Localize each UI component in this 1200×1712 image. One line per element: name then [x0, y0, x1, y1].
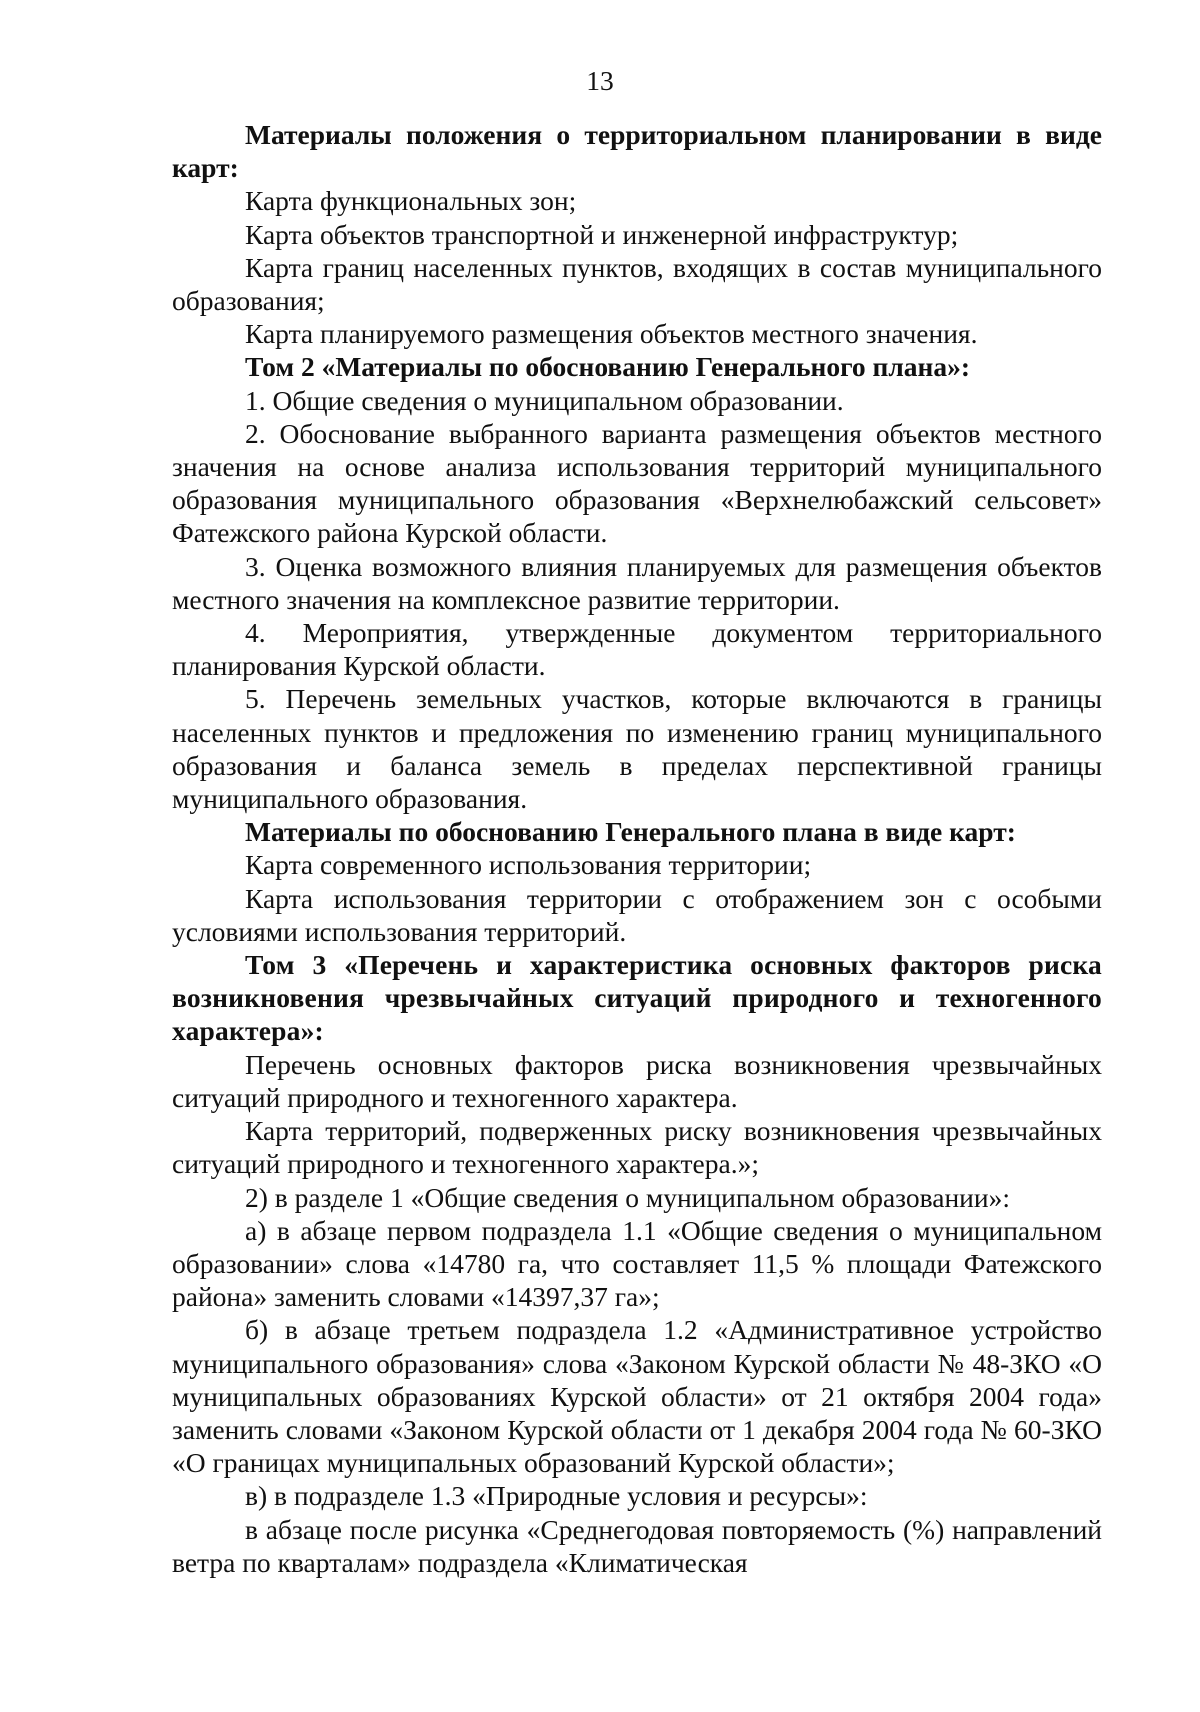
list-item-5: 5. Перечень земельных участков, которые включаются в границы населенных пунктов и предложения по изменению границ муниципального образования и баланса земель в пределах перспективной границы муниципального образования.: [172, 683, 1102, 815]
heading-justification-maps: Материалы по обоснованию Генерального плана в виде карт:: [245, 816, 1016, 848]
amendment-v-detail: в абзаце после рисунка «Среднегодовая повторяемость (%) направлений ветра по кварталам» подраздела «Климатическая: [172, 1513, 1102, 1578]
amendment-v: в) в подразделе 1.3 «Природные условия и ресурсы»:: [245, 1480, 868, 1512]
amendment-section-1: 2) в разделе 1 «Общие сведения о муниципальном образовании»:: [245, 1181, 1011, 1213]
heading-maps-positions: Материалы положения о территориальном планировании в виде карт:: [172, 119, 1102, 184]
list-item-map-functional-zones: Карта функциональных зон;: [245, 185, 577, 217]
list-item-3: 3. Оценка возможного влияния планируемых для размещения объектов местного значения на комплексное развитие территории.: [172, 550, 1102, 615]
amendment-b: б) в абзаце третьем подраздела 1.2 «Административное устройство муниципального образования» слова «Законом Курской области № 48-ЗКО «О муниципальных образованиях Курской области» от 21 октября 2004 года» заменить словами «Законом Курской области от 1 декабря 2004 года № 60-ЗКО «О границах муниципальных образований Курской области»;: [172, 1314, 1102, 1479]
list-item-4: 4. Мероприятия, утвержденные документом территориального планирования Курской области.: [172, 617, 1102, 682]
list-item-map-infrastructure: Карта объектов транспортной и инженерной инфраструктур;: [245, 218, 959, 250]
amendment-a: а) в абзаце первом подраздела 1.1 «Общие сведения о муниципальном образовании» слова «14780 га, что составляет 11,5 % площади Фатежского района» заменить словами «14397,37 га»;: [172, 1214, 1102, 1313]
heading-volume-2: Том 2 «Материалы по обоснованию Генерального плана»:: [245, 351, 971, 383]
list-item-map-settlement-borders: Карта границ населенных пунктов, входящих в состав муниципального образования;: [172, 251, 1102, 317]
list-item-map-planned-objects: Карта планируемого размещения объектов местного значения.: [245, 318, 978, 350]
list-item-map-current-use: Карта современного использования территории;: [245, 849, 812, 881]
list-item-2: 2. Обоснование выбранного варианта размещения объектов местного значения на основе анализа использования территорий муниципального образования муниципального образования «Верхнелюбажский сельсовет» Фатежского района Курской области.: [172, 417, 1102, 549]
page-number: 13: [586, 65, 614, 96]
list-item-map-risk-territories: Карта территорий, подверженных риску возникновения чрезвычайных ситуаций природного и техногенного характера.»;: [172, 1115, 1102, 1180]
list-item-map-special-zones: Карта использования территории с отображением зон с особыми условиями использования территорий.: [172, 882, 1102, 947]
list-item-1: 1. Общие сведения о муниципальном образовании.: [245, 384, 844, 416]
document-body: [172, 118, 1102, 1579]
list-item-risk-factors: Перечень основных факторов риска возникновения чрезвычайных ситуаций природного и техногенного характера.: [172, 1048, 1102, 1113]
heading-volume-3: Том 3 «Перечень и характеристика основных факторов риска возникновения чрезвычайных ситуаций природного и техногенного характера»:: [172, 949, 1102, 1047]
